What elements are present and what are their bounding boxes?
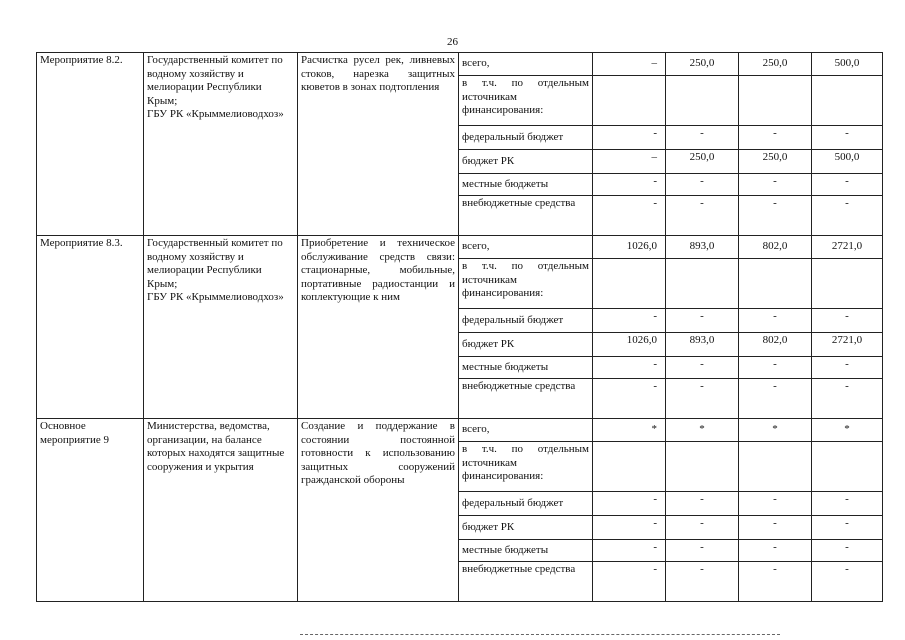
funding-category: федеральный бюджет	[459, 126, 593, 150]
value-cell: -	[812, 516, 883, 540]
funding-category: местные бюджеты	[459, 540, 593, 562]
measure-name: Основное мероприятие 9	[37, 419, 144, 602]
value-cell: 2721,0	[812, 236, 883, 259]
value-cell: 893,0	[666, 333, 739, 357]
value-cell	[812, 259, 883, 309]
value-cell: -	[739, 196, 812, 236]
funding-category: бюджет РК	[459, 150, 593, 174]
value-cell: *	[666, 419, 739, 442]
funding-category: всего,	[459, 419, 593, 442]
funding-category: местные бюджеты	[459, 357, 593, 379]
value-cell: -	[593, 379, 666, 419]
value-cell: 500,0	[812, 150, 883, 174]
value-cell: -	[812, 196, 883, 236]
value-cell: 250,0	[666, 53, 739, 76]
funding-category: бюджет РК	[459, 516, 593, 540]
table-body	[37, 53, 883, 602]
value-cell: -	[739, 126, 812, 150]
executor-cell: Государственный комитет по водному хозяйству и мелиорации Республики Крым; ГБУ РК «Крыммелиоводхоз»	[144, 236, 298, 419]
value-cell: -	[666, 174, 739, 196]
description-cell: Расчистка русел рек, ливневых стоков, нарезка защитных кюветов в зонах подтопления	[298, 53, 459, 236]
value-cell	[593, 76, 666, 126]
value-cell: –	[593, 53, 666, 76]
value-cell	[593, 259, 666, 309]
value-cell: 1026,0	[593, 236, 666, 259]
value-cell: -	[593, 492, 666, 516]
value-cell	[812, 76, 883, 126]
value-cell: -	[739, 309, 812, 333]
value-cell: -	[739, 540, 812, 562]
description-cell: Приобретение и техническое обслуживание средств связи: стационарные, мобильные, портативные радиостанции и коплектующие к ним	[298, 236, 459, 419]
funding-category: в т.ч. по отдельным источникам финансирования:	[459, 76, 593, 126]
value-cell: -	[812, 562, 883, 602]
value-cell	[739, 442, 812, 492]
value-cell	[666, 259, 739, 309]
value-cell	[739, 259, 812, 309]
funding-category: в т.ч. по отдельным источникам финансирования:	[459, 442, 593, 492]
value-cell: -	[812, 309, 883, 333]
table-row	[37, 236, 883, 259]
funding-category: внебюджетные средства	[459, 379, 593, 419]
value-cell: -	[739, 174, 812, 196]
value-cell: -	[593, 357, 666, 379]
value-cell	[666, 76, 739, 126]
value-cell: 250,0	[739, 150, 812, 174]
value-cell	[593, 442, 666, 492]
description-cell: Создание и поддержание в состоянии постоянной готовности к использованию защитных сооружений гражданской обороны	[298, 419, 459, 602]
value-cell: 250,0	[739, 53, 812, 76]
value-cell: -	[812, 357, 883, 379]
value-cell: -	[812, 379, 883, 419]
value-cell	[739, 76, 812, 126]
value-cell: *	[739, 419, 812, 442]
funding-category: федеральный бюджет	[459, 309, 593, 333]
funding-category: бюджет РК	[459, 333, 593, 357]
value-cell: -	[666, 516, 739, 540]
funding-category: внебюджетные средства	[459, 196, 593, 236]
executor-cell: Министерства, ведомства, организации, на балансе которых находятся защитные сооружения и укрытия	[144, 419, 298, 602]
value-cell: -	[812, 540, 883, 562]
measure-name: Мероприятие 8.2.	[37, 53, 144, 236]
value-cell: -	[593, 540, 666, 562]
funding-category: всего,	[459, 53, 593, 76]
measure-name: Мероприятие 8.3.	[37, 236, 144, 419]
value-cell: -	[593, 309, 666, 333]
value-cell: -	[812, 126, 883, 150]
funding-category: внебюджетные средства	[459, 562, 593, 602]
value-cell: -	[593, 126, 666, 150]
value-cell: -	[666, 379, 739, 419]
value-cell: -	[666, 357, 739, 379]
value-cell: -	[739, 492, 812, 516]
value-cell: 2721,0	[812, 333, 883, 357]
value-cell: -	[812, 174, 883, 196]
value-cell: -	[666, 309, 739, 333]
value-cell: –	[593, 150, 666, 174]
footer-rule	[300, 634, 780, 635]
funding-category: всего,	[459, 236, 593, 259]
executor-cell: Государственный комитет по водному хозяйству и мелиорации Республики Крым; ГБУ РК «Крыммелиоводхоз»	[144, 53, 298, 236]
value-cell: *	[812, 419, 883, 442]
funding-category: в т.ч. по отдельным источникам финансирования:	[459, 259, 593, 309]
table-row	[37, 53, 883, 76]
value-cell: 250,0	[666, 150, 739, 174]
value-cell	[812, 442, 883, 492]
value-cell: -	[593, 562, 666, 602]
value-cell: -	[593, 196, 666, 236]
funding-category: федеральный бюджет	[459, 492, 593, 516]
value-cell: -	[739, 516, 812, 540]
value-cell: -	[666, 126, 739, 150]
value-cell: -	[593, 516, 666, 540]
page-number: 26	[447, 36, 458, 48]
value-cell: 802,0	[739, 236, 812, 259]
value-cell: -	[739, 379, 812, 419]
value-cell: *	[593, 419, 666, 442]
value-cell: -	[666, 196, 739, 236]
value-cell: 802,0	[739, 333, 812, 357]
value-cell: -	[666, 540, 739, 562]
value-cell: -	[666, 492, 739, 516]
value-cell: 1026,0	[593, 333, 666, 357]
value-cell	[666, 442, 739, 492]
value-cell: -	[739, 562, 812, 602]
value-cell: 893,0	[666, 236, 739, 259]
value-cell: 500,0	[812, 53, 883, 76]
funding-category: местные бюджеты	[459, 174, 593, 196]
table-row	[37, 419, 883, 442]
value-cell: -	[593, 174, 666, 196]
value-cell: -	[666, 562, 739, 602]
value-cell: -	[739, 357, 812, 379]
funding-table	[36, 52, 883, 602]
value-cell: -	[812, 492, 883, 516]
